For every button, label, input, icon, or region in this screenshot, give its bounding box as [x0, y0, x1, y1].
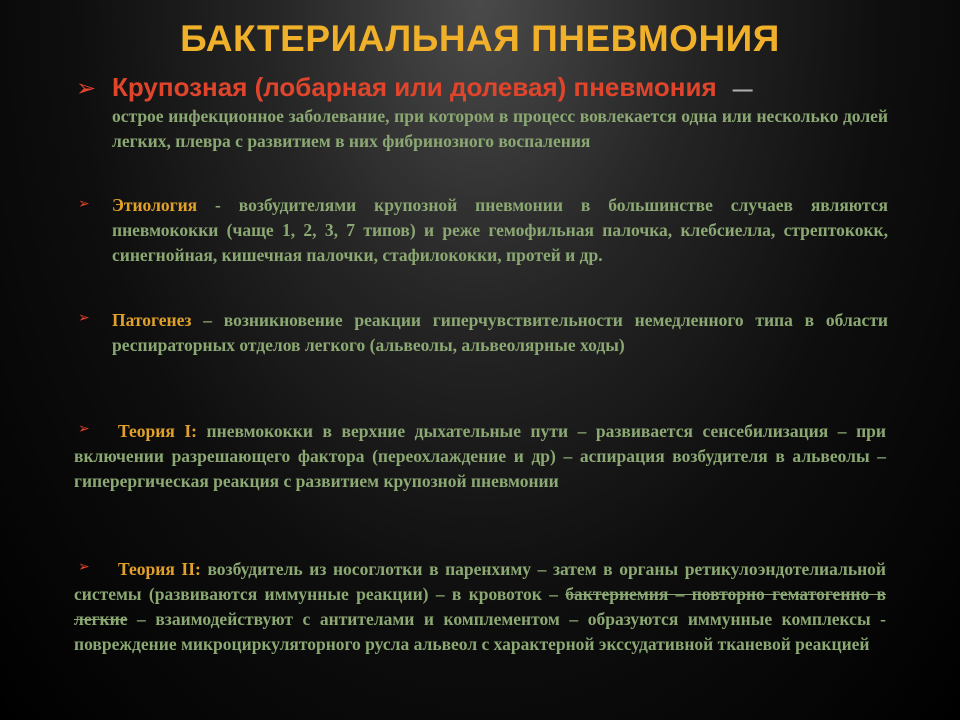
theory1-term: Теория I:	[118, 421, 197, 441]
section-theory-1	[74, 419, 886, 494]
section1-definition: острое инфекционное заболевание, при котором в процесс вовлекается одна или несколько долей легких, плевра с развитием в них фибринозного воспаления	[112, 106, 888, 151]
section-heading	[112, 72, 888, 103]
slide-title: БАКТЕРИАЛЬНАЯ ПНЕВМОНИЯ	[180, 18, 780, 59]
pathogenesis-term: Патогенез	[112, 310, 192, 330]
heading-text: Крупозная (лобарная или долевая) пневмония	[112, 72, 717, 102]
theory2-term: Теория II:	[118, 559, 201, 579]
section-theory-2	[74, 557, 886, 657]
arrow-bullet-icon: ➢	[78, 421, 90, 437]
etiology-term: Этиология	[112, 195, 198, 215]
heading-dash: —	[732, 79, 753, 101]
theory1-text: пневмококки в верхние дыхательные пути – развивается сенсебилизация – при включении разрешающего фактора (переохлаждение и др) – аспирация возбудителя в альвеолы – гиперергическая реакция с развитием крупозной пневмонии	[74, 421, 886, 491]
arrow-bullet-icon: ➢	[76, 74, 97, 102]
section-pathogenesis	[112, 308, 888, 358]
etiology-text: - возбудителями крупозной пневмонии в большинстве случаев являются пневмококки (чаще 1, 2, 3, 7 типов) и реже гемофильная палочка, клебсиелла, стрептококк, синегнойная, кишечная палочки, стафилококки, протей и др.	[112, 195, 888, 265]
arrow-bullet-icon: ➢	[78, 559, 90, 575]
arrow-bullet-icon: ➢	[78, 196, 90, 212]
theory2-text-strike: бактериемия – повторно гематогенно в легкие	[74, 584, 887, 629]
section-etiology	[112, 193, 888, 268]
theory2-text-a: возбудитель из носоглотки в паренхиму – затем в органы ретикулоэндотелиальной системы (развиваются иммунные реакции) – в кровоток –	[74, 559, 887, 604]
arrow-bullet-icon: ➢	[78, 310, 90, 326]
pathogenesis-text: – возникновение реакции гиперчувствительности немедленного типа в области респираторных отделов легкого (альвеолы, альвеолярные ходы)	[112, 310, 888, 355]
theory2-text-b: – взаимодействуют с антителами и комплементом – образуются иммунные комплексы - повреждение микроциркуляторного русла альвеол с характерной экссудативной тканевой реакцией	[74, 609, 886, 654]
